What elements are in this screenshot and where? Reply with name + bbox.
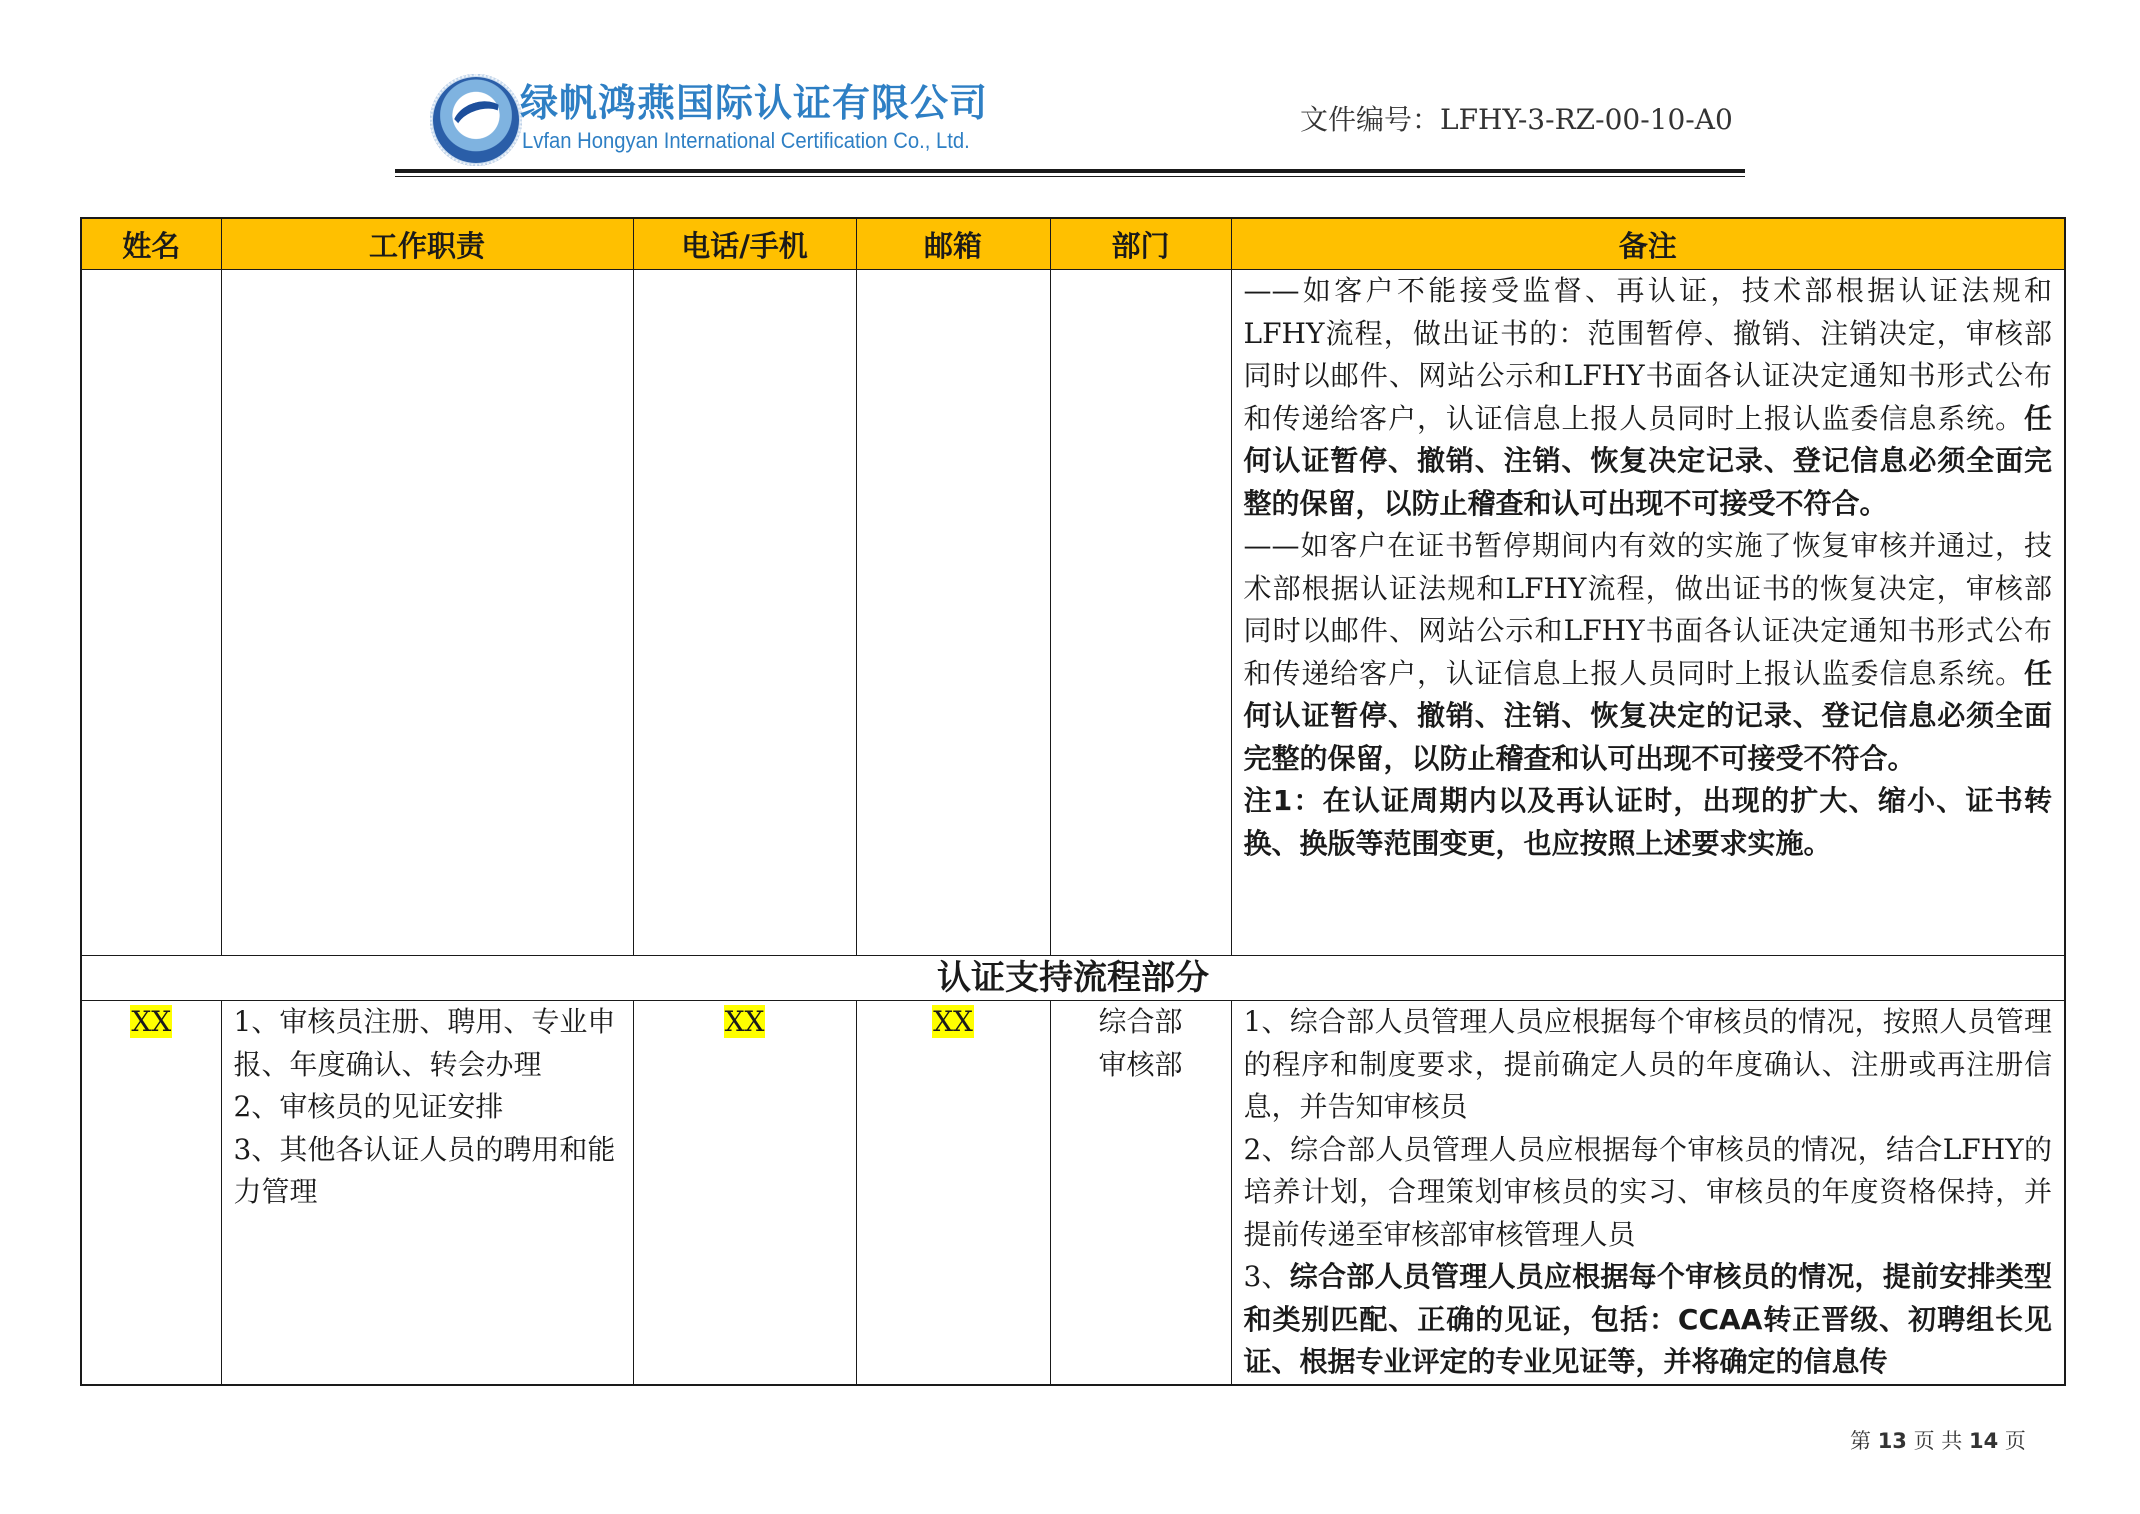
page-label-middle: 页 共 xyxy=(1913,1429,1963,1453)
col-header-remarks: 备注 xyxy=(1231,218,2065,270)
remark-paragraph xyxy=(1244,1256,2053,1384)
cell-phone xyxy=(633,1001,856,1385)
company-logo xyxy=(430,74,522,166)
page-label-prefix: 第 xyxy=(1850,1429,1871,1453)
company-name-cn: 绿帆鸿燕国际认证有限公司 xyxy=(520,81,989,125)
remark-text: ——如客户在证书暂停期间内有效的实施了恢复审核并通过，技术部根据认证法规和LFHY流程，做出证书的恢复决定，审核部同时以邮件、网站公示和LFHY书面各认证决定通知书形式公布和传递给客户，认证信息上报人员同时上报认监委信息系统。 xyxy=(1243,529,2052,690)
cell-email xyxy=(856,270,1050,956)
duty-item: 1、审核员注册、聘用、专业申报、年度确认、转会办理 xyxy=(233,1005,616,1081)
col-header-email: 邮箱 xyxy=(856,218,1050,270)
duty-item: 2、审核员的见证安排 xyxy=(233,1090,504,1123)
phone-placeholder: XX xyxy=(724,1005,765,1038)
cell-duties xyxy=(221,270,633,956)
remark-paragraph xyxy=(1244,525,2053,780)
remark-note-bold: 注1：在认证周期内以及再认证时，出现的扩大、缩小、证书转换、换版等范围变更，也应按照上述要求实施。 xyxy=(1243,784,2052,860)
page-header xyxy=(0,0,2140,180)
remark-paragraph: 2、综合部人员管理人员应根据每个审核员的情况，结合LFHY的培养计划，合理策划审核员的实习、审核员的年度资格保持，并提前传递至审核部审核管理人员 xyxy=(1243,1132,2052,1251)
cell-remarks xyxy=(1231,1001,2065,1385)
cell-name xyxy=(81,270,221,956)
page-label-suffix: 页 xyxy=(2004,1429,2026,1453)
remark-text: ——如客户不能接受监督、再认证，技术部根据认证法规和LFHY流程，做出证书的：范围暂停、撤销、注销决定，审核部同时以邮件、网站公示和LFHY书面各认证决定通知书形式公布和传递给客户，认证信息上报人员同时上报认监委信息系统。 xyxy=(1243,274,2052,435)
remark-prefix: 3、 xyxy=(1243,1260,1290,1293)
cell-phone xyxy=(633,270,856,956)
page-total: 14 xyxy=(1968,1429,1999,1453)
table-header-row xyxy=(81,218,2065,270)
cell-department xyxy=(1050,1001,1231,1385)
table-row xyxy=(81,270,2065,956)
cell-department xyxy=(1050,270,1231,956)
section-title: 认证支持流程部分 xyxy=(81,956,2065,1001)
remark-paragraph: 1、综合部人员管理人员应根据每个审核员的情况，按照人员管理的程序和制度要求，提前确定人员的年度确认、注册或再注册信息，并告知审核员 xyxy=(1243,1005,2052,1123)
cell-duties xyxy=(221,1001,633,1385)
department-line: 审核部 xyxy=(1098,1047,1183,1081)
remark-bold-text: 综合部人员管理人员应根据每个审核员的情况，提前安排类型和类别匹配、正确的见证，包括：CCAA转正晋级、初聘组长见证、根据专业评定的专业见证等，并将确定的信息传 xyxy=(1243,1260,2052,1378)
header-rule-thin xyxy=(395,176,1745,177)
remark-paragraph xyxy=(1244,780,2053,865)
department-line: 综合部 xyxy=(1098,1005,1183,1038)
table-row xyxy=(81,1001,2065,1385)
email-placeholder: XX xyxy=(933,1005,973,1038)
cell-remarks xyxy=(1231,270,2065,956)
remark-paragraph xyxy=(1244,270,2053,525)
responsibility-table xyxy=(80,217,2066,1386)
page-current: 13 xyxy=(1877,1429,1907,1453)
remark-bold-text: 任何认证暂停、撤销、注销、恢复决定的记录、登记信息必须全面完整的保留，以防止稽查和认可出现不可接受不符合。 xyxy=(1243,656,2052,775)
cell-email xyxy=(856,1001,1050,1385)
document-number: 文件编号：LFHY-3-RZ-00-10-A0 xyxy=(1300,103,1733,136)
cell-name xyxy=(81,1001,221,1385)
col-header-department: 部门 xyxy=(1050,218,1231,270)
name-placeholder: XX xyxy=(131,1005,172,1038)
col-header-name: 姓名 xyxy=(81,218,221,270)
duty-item: 3、其他各认证人员的聘用和能力管理 xyxy=(233,1132,616,1208)
page-counter xyxy=(1850,1425,2026,1455)
company-name-en: Lvfan Hongyan International Certification Co., Ltd. xyxy=(522,128,970,153)
col-header-duties: 工作职责 xyxy=(221,218,633,270)
col-header-phone: 电话/手机 xyxy=(633,218,856,270)
section-row xyxy=(81,956,2065,1001)
header-rule-thick xyxy=(395,169,1745,173)
remark-bold-text: 任何认证暂停、撤销、注销、恢复决定记录、登记信息必须全面完整的保留，以防止稽查和认可出现不可接受不符合。 xyxy=(1243,401,2052,520)
